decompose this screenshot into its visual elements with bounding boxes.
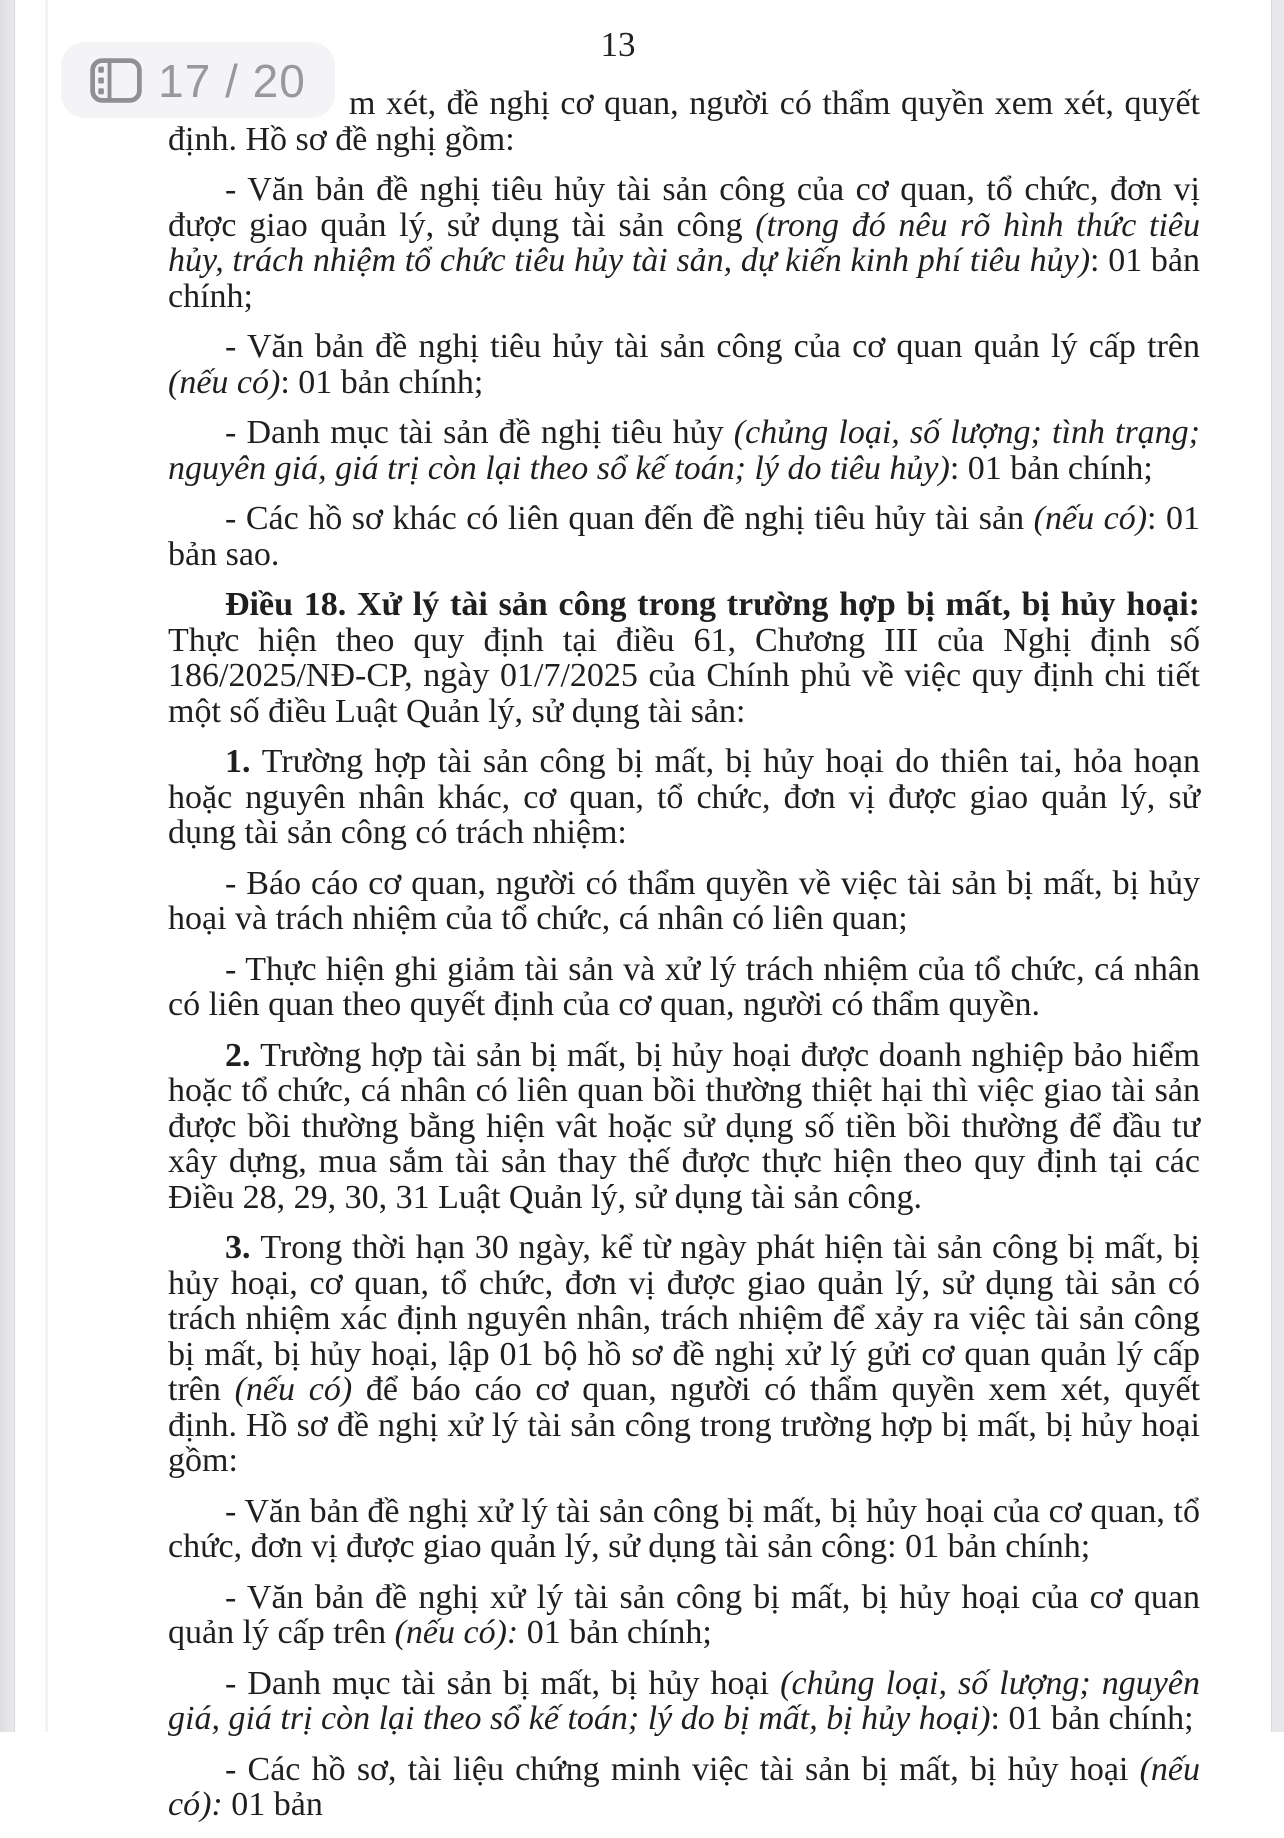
text-run-regular: : 01 bản chính;: [949, 449, 1153, 487]
paragraph: [168, 744, 1200, 851]
paragraph: [168, 1666, 1200, 1737]
text-run-italic: (nếu có): [1033, 500, 1148, 537]
text-run-regular: - Văn bản đề nghị xử lý tài sản công bị mất, bị hủy hoại của cơ quan, tổ chức, đơn vị được giao quản lý, sử dụng tài sản công: 01 bản chính;: [168, 1492, 1200, 1565]
text-run-italic: (chủng loại, số lượng; nguyên giá, giá trị còn lại theo sổ kế toán; lý do bị mất, bị hủy hoại): [168, 1664, 1200, 1737]
text-run-regular: : 01 bản sao.: [168, 500, 1200, 573]
text-run-regular: Thực hiện theo quy định tại điều 61, Chương III của Nghị định số 186/2025/NĐ-CP, ngày 01/7/2025 của Chính phủ về việc quy định chi tiết một số điều Luật Quản lý, sử dụng tài sản:: [168, 621, 1200, 730]
page-indicator-badge[interactable]: [61, 42, 335, 118]
paragraph: [168, 329, 1200, 400]
text-run-regular: - Văn bản đề nghị tiêu hủy tài sản công của cơ quan quản lý cấp trên: [225, 328, 1200, 365]
paragraph: [168, 1494, 1200, 1565]
text-run-bold: 3.: [225, 1229, 261, 1266]
text-run-regular: Trường hợp tài sản bị mất, bị hủy hoại được doanh nghiệp bảo hiểm hoặc tổ chức, cá nhân có liên quan bồi thường thiệt hại thì việc giao tài sản được bồi thường bằng hiện vât hoặc sử dụng số tiền bồi thường để đầu tư xây dựng, mua sắm tài sản thay thế được thực hiện theo quy định tại các Điều 28, 29, 30, 31 Luật Quản lý, sử dụng tài sản công.: [168, 1036, 1201, 1216]
paragraph: [168, 952, 1200, 1023]
text-run-regular: Trong thời hạn 30 ngày, kể từ ngày phát hiện tài sản công bị mất, bị hủy hoại, cơ quan, tổ chức, đơn vị được giao quản lý, sử dụng tài sản có trách nhiệm xác định nguyên nhân, trách nhiệm để xảy ra việc tài sản công bị mất, bị hủy hoại, lập 01 bộ hồ sơ đề nghị xử lý gửi cơ quan quản lý cấp trên: [168, 1229, 1200, 1408]
text-run-regular: - Báo cáo cơ quan, người có thẩm quyền về việc tài sản bị mất, bị hủy hoại và trách nhiệm của tổ chức, cá nhân có liên quan;: [168, 864, 1200, 937]
text-run-bold: 1.: [225, 743, 262, 780]
paragraph: [168, 1752, 1200, 1823]
paragraph: [168, 172, 1200, 314]
text-run-italic: (nếu có): [168, 363, 281, 401]
text-run-regular: - Các hồ sơ khác có liên quan đến đề nghị tiêu hủy tài sản: [225, 500, 1034, 537]
thumbnails-panel-icon: [90, 58, 142, 103]
text-run-italic: (chủng loại, số lượng; tình trạng; nguyên giá, giá trị còn lại theo sổ kế toán; lý do tiêu hủy): [168, 414, 1200, 487]
page-edge-shadow: [45, 0, 48, 1732]
paragraph: [168, 1230, 1200, 1479]
text-run-italic: (nếu có): [234, 1371, 353, 1408]
text-run-regular: - Thực hiện ghi giảm tài sản và xử lý trách nhiệm của tổ chức, cá nhân có liên quan theo quyết định của cơ quan, người có thẩm quyền.: [168, 950, 1200, 1023]
text-run-regular: - Văn bản đề nghị xử lý tài sản công bị mất, bị hủy hoại của cơ quan quản lý cấp trên: [168, 1578, 1200, 1651]
text-run-regular: để báo cáo cơ quan, người có thẩm quyền xem xét, quyết định. Hồ sơ đề nghị xử lý tài sản công trong trường hợp bị mất, bị hủy hoại gồm:: [168, 1371, 1201, 1479]
text-run-bold: Điều 18. Xử lý tài sản công trong trường hợp bị mất, bị hủy hoại:: [225, 586, 1200, 623]
paragraph: [168, 587, 1200, 729]
viewer-left-gutter: [0, 0, 15, 1732]
text-run-regular: - Các hồ sơ, tài liệu chứng minh việc tài sản bị mất, bị hủy hoại: [225, 1750, 1140, 1788]
text-run-regular: 01 bản: [222, 1786, 323, 1823]
text-run-regular: : 01 bản chính;: [990, 1700, 1194, 1737]
paragraph: [168, 501, 1200, 572]
text-run-regular: : 01 bản chính;: [280, 363, 484, 401]
text-run-regular: - Danh mục tài sản bị mất, bị hủy hoại: [225, 1664, 781, 1702]
paragraph: [168, 1038, 1200, 1216]
text-run-italic: (trong đó nêu rõ hình thức tiêu hủy, trách nhiệm tổ chức tiêu hủy tài sản, dự kiến kinh phí tiêu hủy): [168, 206, 1200, 279]
text-run-italic: (nếu có):: [394, 1614, 519, 1651]
text-run-regular: Trường hợp tài sản công bị mất, bị hủy hoại do thiên tai, hỏa hoạn hoặc nguyên nhân khác, cơ quan, tổ chức, đơn vị được giao quản lý, sử dụng tài sản công có trách nhiệm:: [168, 743, 1201, 851]
text-run-regular: : 01 bản chính;: [168, 242, 1200, 315]
page-number: 13: [600, 25, 636, 64]
text-run-bold: 2.: [225, 1036, 261, 1074]
text-run-regular: - Văn bản đề nghị tiêu hủy tài sản công của cơ quan, tổ chức, đơn vị được giao quản lý, sử dụng tài sản công: [168, 171, 1200, 244]
text-run-regular: 01 bản chính;: [518, 1614, 712, 1651]
paragraph: [168, 415, 1200, 486]
page-indicator-label: 17 / 20: [158, 55, 306, 107]
viewer-right-gutter: [1271, 0, 1284, 1732]
paragraph: [168, 866, 1200, 937]
paragraph: [168, 1580, 1200, 1651]
text-run-regular: m xét, đề nghị cơ quan, người có thẩm quyền xem xét, quyết định. Hồ sơ đề nghị gồm:: [168, 85, 1200, 158]
document-body: [168, 86, 1200, 1838]
text-run-italic: (nếu có):: [168, 1750, 1200, 1823]
text-run-regular: - Danh mục tài sản đề nghị tiêu hủy: [225, 414, 734, 451]
